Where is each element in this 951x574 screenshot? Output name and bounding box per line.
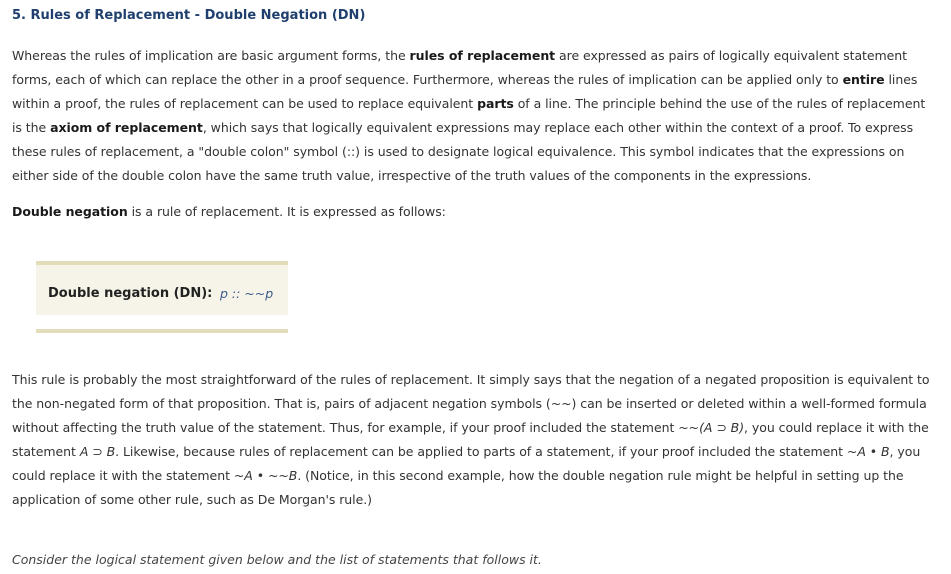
- text-run: , you could replace it with the statement: [12, 420, 929, 459]
- text-run: . Likewise, because rules of replacement can be applied to parts of a statement, if your proof included the statement: [115, 444, 847, 459]
- bold-term: rules of replacement: [409, 48, 556, 63]
- math-expression: A ⊃ B: [79, 444, 116, 459]
- rule-formula: p :: ~~p: [220, 286, 274, 301]
- bold-term: parts: [477, 96, 514, 111]
- math-expression: ~A • ~~B: [233, 468, 298, 483]
- section-heading: 5. Rules of Replacement - Double Negation (DN): [12, 8, 366, 23]
- bold-term: Double negation: [12, 204, 128, 219]
- text-run: , which says that logically equivalent expressions may replace each other within the context of a proof. To express these rules of replacement, a "double colon" symbol (::) is used to designate logical equivalence. This symbol indicates that the expressions on either side of the double colon have the same truth value, irrespective of the truth values of the components in the expressions.: [12, 120, 914, 183]
- text-run: This rule is probably the most straightforward of the rules of replacement. It simply says that the negation of a negated proposition is equivalent to the non-negated form of that proposition. That is, pairs of adjacent negation symbols (~~) can be inserted or deleted within a well-formed formula without affecting the truth value of the statement. Thus, for example, if your proof included the statement: [12, 372, 930, 435]
- instruction-text: Consider the logical statement given below and the list of statements that follows it.: [12, 552, 542, 567]
- text-run: of a line. The principle behind the use of the rules of replacement is the: [12, 96, 926, 135]
- dn-intro-paragraph: [12, 200, 932, 224]
- bold-term: axiom of replacement: [50, 120, 203, 135]
- explanation-paragraph: [12, 368, 932, 512]
- text-run: lines within a proof, the rules of replacement can be used to replace equivalent: [12, 72, 918, 111]
- text-run: . (Notice, in this second example, how the double negation rule might be helpful in setting up the application of some other rule, such as De Morgan's rule.): [12, 468, 904, 507]
- bold-term: entire: [842, 72, 885, 87]
- text-run: Whereas the rules of implication are basic argument forms, the: [12, 48, 410, 63]
- text-run: are expressed as pairs of logically equivalent statement forms, each of which can replace the other in a proof sequence. Furthermore, whereas the rules of implication can be applied only to: [12, 48, 908, 87]
- rule-box: [36, 261, 288, 333]
- text-run: is a rule of replacement. It is expressed as follows:: [127, 204, 446, 219]
- math-expression: ~~(A ⊃ B): [678, 420, 745, 435]
- math-expression: ~A • B: [846, 444, 890, 459]
- rule-label: Double negation (DN):: [48, 286, 213, 301]
- intro-paragraph: [12, 44, 932, 188]
- text-run: , you could replace it with the statement: [12, 444, 921, 483]
